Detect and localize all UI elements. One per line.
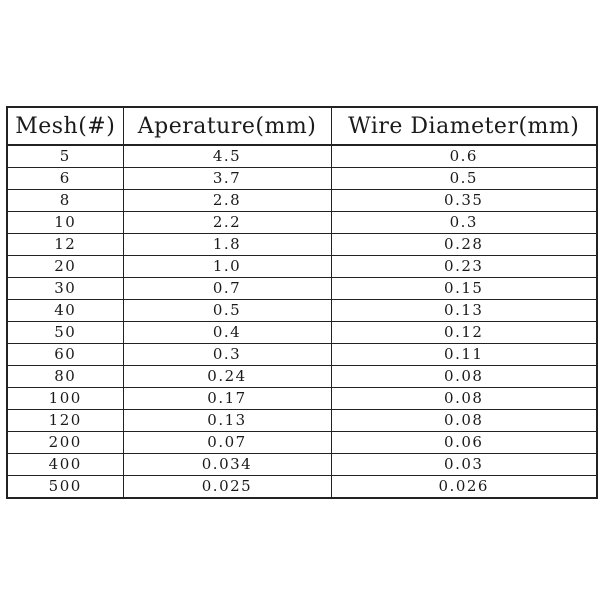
- header-row: [7, 107, 597, 145]
- cell-wire-diameter: 0.6: [331, 145, 597, 168]
- header-wire-diameter: Wire Diameter(mm): [331, 107, 597, 145]
- cell-mesh: 40: [7, 300, 123, 322]
- table-row: [7, 432, 597, 454]
- cell-wire-diameter: 0.3: [331, 212, 597, 234]
- cell-mesh: 400: [7, 454, 123, 476]
- cell-aperture: 0.7: [123, 278, 331, 300]
- table-row: [7, 256, 597, 278]
- cell-aperture: 1.0: [123, 256, 331, 278]
- cell-mesh: 12: [7, 234, 123, 256]
- table-row: [7, 322, 597, 344]
- cell-mesh: 80: [7, 366, 123, 388]
- table-row: [7, 145, 597, 168]
- cell-mesh: 30: [7, 278, 123, 300]
- table-row: [7, 454, 597, 476]
- cell-wire-diameter: 0.23: [331, 256, 597, 278]
- table-row: [7, 388, 597, 410]
- cell-aperture: 4.5: [123, 145, 331, 168]
- header-mesh: Mesh(#): [7, 107, 123, 145]
- cell-wire-diameter: 0.08: [331, 366, 597, 388]
- cell-aperture: 3.7: [123, 168, 331, 190]
- table-row: [7, 476, 597, 499]
- cell-wire-diameter: 0.06: [331, 432, 597, 454]
- cell-wire-diameter: 0.026: [331, 476, 597, 499]
- cell-mesh: 20: [7, 256, 123, 278]
- cell-wire-diameter: 0.12: [331, 322, 597, 344]
- table-row: [7, 278, 597, 300]
- cell-mesh: 100: [7, 388, 123, 410]
- header-aperture: Aperature(mm): [123, 107, 331, 145]
- mesh-spec-table: [6, 106, 598, 499]
- cell-wire-diameter: 0.28: [331, 234, 597, 256]
- cell-wire-diameter: 0.03: [331, 454, 597, 476]
- cell-wire-diameter: 0.5: [331, 168, 597, 190]
- cell-aperture: 0.4: [123, 322, 331, 344]
- cell-mesh: 120: [7, 410, 123, 432]
- cell-wire-diameter: 0.13: [331, 300, 597, 322]
- cell-wire-diameter: 0.15: [331, 278, 597, 300]
- cell-aperture: 0.3: [123, 344, 331, 366]
- table-row: [7, 168, 597, 190]
- cell-aperture: 0.24: [123, 366, 331, 388]
- cell-wire-diameter: 0.11: [331, 344, 597, 366]
- cell-aperture: 1.8: [123, 234, 331, 256]
- cell-aperture: 0.5: [123, 300, 331, 322]
- cell-aperture: 0.034: [123, 454, 331, 476]
- cell-aperture: 2.8: [123, 190, 331, 212]
- cell-mesh: 5: [7, 145, 123, 168]
- cell-mesh: 6: [7, 168, 123, 190]
- table-row: [7, 344, 597, 366]
- cell-aperture: 0.13: [123, 410, 331, 432]
- cell-wire-diameter: 0.35: [331, 190, 597, 212]
- table-row: [7, 300, 597, 322]
- table-row: [7, 190, 597, 212]
- cell-aperture: 0.07: [123, 432, 331, 454]
- table-row: [7, 410, 597, 432]
- cell-mesh: 500: [7, 476, 123, 499]
- cell-wire-diameter: 0.08: [331, 388, 597, 410]
- cell-wire-diameter: 0.08: [331, 410, 597, 432]
- cell-mesh: 60: [7, 344, 123, 366]
- cell-aperture: 0.17: [123, 388, 331, 410]
- cell-aperture: 2.2: [123, 212, 331, 234]
- table-row: [7, 234, 597, 256]
- cell-mesh: 50: [7, 322, 123, 344]
- cell-mesh: 8: [7, 190, 123, 212]
- table-row: [7, 212, 597, 234]
- cell-mesh: 10: [7, 212, 123, 234]
- table-body: [7, 145, 597, 498]
- table-row: [7, 366, 597, 388]
- cell-mesh: 200: [7, 432, 123, 454]
- cell-aperture: 0.025: [123, 476, 331, 499]
- table-header: [7, 107, 597, 145]
